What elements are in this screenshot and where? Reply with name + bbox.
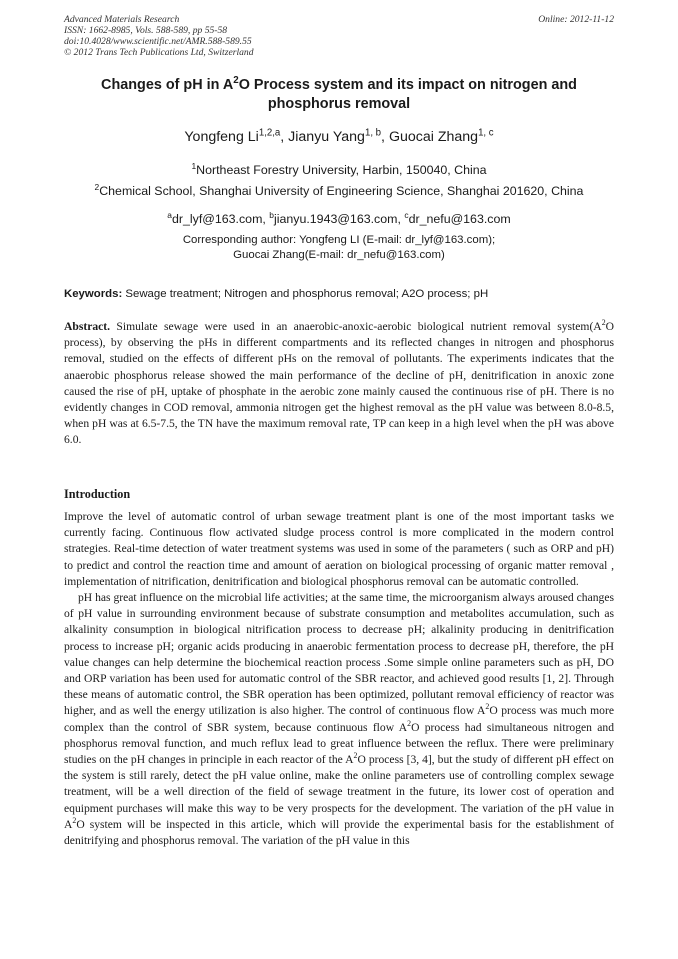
paragraph-text: O system will be inspected in this article, which will provide the experimental basis for the establishment of denitrifying and phosphorus removal. The variation of the pH value in this <box>64 817 614 848</box>
abstract <box>64 319 614 449</box>
journal-header <box>64 14 614 58</box>
author-affiliation-mark: 1, b <box>364 127 382 139</box>
author-separator: , <box>381 129 389 145</box>
abstract-label: Abstract. <box>64 320 111 333</box>
paragraph-superscript: 2 <box>72 816 77 825</box>
email-mark: a <box>167 209 172 220</box>
affiliation-text: Chemical School, Shanghai University of Engineering Science, Shanghai 201620, China <box>99 184 584 198</box>
author-affiliation-mark: 1, c <box>478 127 494 139</box>
abstract-text: Simulate sewage were used in an anaerobic-anoxic-aerobic biological nutrient removal system(A <box>110 320 602 333</box>
paragraph-superscript: 2 <box>353 751 358 761</box>
affiliation-mark: 2 <box>94 181 100 192</box>
email-mark: c <box>404 209 409 220</box>
online-date: Online: 2012-11-12 <box>538 14 614 25</box>
affiliation-1 <box>0 160 678 177</box>
paragraph-superscript: 2 <box>407 718 412 728</box>
author-name: Guocai Zhang <box>388 129 479 145</box>
abstract-superscript: 2 <box>601 318 606 328</box>
paragraph-1: Improve the level of automatic control of urban sewage treatment plant is one of the most important tasks we currently facing. Continuous flow activated sludge process control is more complicated in the modern control strategies. Real-time detection of water treatment systems was used in some of the parameters ( such as ORP and pH) to predict and control the reaction time and amount of aeration on biological processing of organic matter removal , implementation of nitrification, denitrification and biological phosphorus removal can be automatic controlled. <box>64 510 614 588</box>
affiliation-text: Northeast Forestry University, Harbin, 150040, China <box>196 163 487 177</box>
abstract-text: O process), by observing the pHs in different compartments and its reflected changes in nitrogen and phosphorus removal, studied on the effects of different pHs on the removal of pollutants. The experiments indicates that the anaerobic phosphorus release showed the main performance of the decline of pH, denitrification in anoxic zone caused the rise of pH, uptake of phosphate in the aerobic zone mainly caused the continuous rise of pH. There is no evidently changes in COD removal, ammonia nitrogen get the highest removal as the pH value was between 8.0-8.5, when pH was at 6.5-7.5, the TN have the maximum removal rate, TP can keep in a high level when the pH was above 6.0. <box>64 320 614 447</box>
section-heading-introduction: Introduction <box>64 487 131 501</box>
journal-name: Advanced Materials Research <box>64 14 180 25</box>
paragraph-text: O process had simultaneous nitrogen and phosphorus removal function, and much reflux lead to great influence between the reflux. There were preliminary studies on the pH changes in principle in each reactor of the A <box>64 720 615 767</box>
author-affiliation-mark: 1,2,a <box>258 127 281 139</box>
author-emails <box>0 209 678 226</box>
email-address[interactable]: jianyu.1943@163.com, <box>273 212 405 226</box>
author-list <box>0 129 678 145</box>
journal-meta <box>64 14 614 58</box>
affiliation-2 <box>0 181 678 198</box>
title-part-2: O Process system and its impact on nitrogen and phosphorus removal <box>238 77 577 112</box>
author-name: Yongfeng Li <box>184 129 259 145</box>
paper-title <box>60 76 618 114</box>
journal-copyright: © 2012 Trans Tech Publications Ltd, Switzerland <box>64 47 254 58</box>
title-part-1: Changes of pH in A <box>101 77 234 93</box>
corresponding-author-line-1: Corresponding author: Yongfeng LI (E-mail: dr_lyf@163.com); <box>182 234 496 246</box>
corresponding-author-line-2: Guocai Zhang(E-mail: dr_nefu@163.com) <box>233 249 445 261</box>
introduction-body <box>64 509 614 849</box>
keywords-label: Keywords: <box>64 288 123 300</box>
paragraph-superscript: 2 <box>485 702 490 712</box>
title-superscript: 2 <box>233 75 239 87</box>
journal-doi[interactable]: doi:10.4028/www.scientific.net/AMR.588-589.55 <box>64 36 252 47</box>
paragraph-text: O process was much more complex than the control of SBR system, because continuous flow A <box>64 704 614 734</box>
author-separator: , <box>280 129 289 145</box>
email-address[interactable]: dr_lyf@163.com, <box>171 212 270 226</box>
affiliation-mark: 1 <box>191 160 197 171</box>
paragraph-text: pH has great influence on the microbial life activities; at the same time, the microorganism always aroused changes of pH value in surrounding environment because of substrate consumption and metabolites accumulation, such as alkalinity consumption in biological nitrification process to decrease pH; alkalinity producing in denitrification process to increase pH; organic acids producing in anaerobic fermentation process to decrease pH, therefore, the pH value changes can help determine the biochemical reaction process .Some simple online parameters such as pH, DO and ORP variation has been used for automatic control of the SBR reactor, and achieved good results [1, 2]. Through these means of automatic control, the SBR operation has been optimized, pollutant removal efficiency of reactor was higher, and as well the energy utilization is also higher. The control of continuous flow A <box>64 591 614 718</box>
journal-issn: ISSN: 1662-8985, Vols. 588-589, pp 55-58 <box>64 25 228 36</box>
keywords <box>64 288 614 300</box>
email-mark: b <box>269 209 274 220</box>
paragraph-2 <box>64 590 614 849</box>
paragraph-text: O process [3, 4], but the study of different pH effect on the system is still rarely, detect the pH value online, make the online parameters use of controlling complex sewage treatment, will be a well direction of the field of sewage treatment in the future, its lower cost of operation and equipment purchases will make this way to be very prospects for the development. The variation of the pH value in A <box>64 753 614 831</box>
keywords-text: Sewage treatment; Nitrogen and phosphorus removal; A2O process; pH <box>122 288 489 300</box>
email-address[interactable]: dr_nefu@163.com <box>408 212 511 226</box>
author-name: Jianyu Yang <box>288 129 365 145</box>
